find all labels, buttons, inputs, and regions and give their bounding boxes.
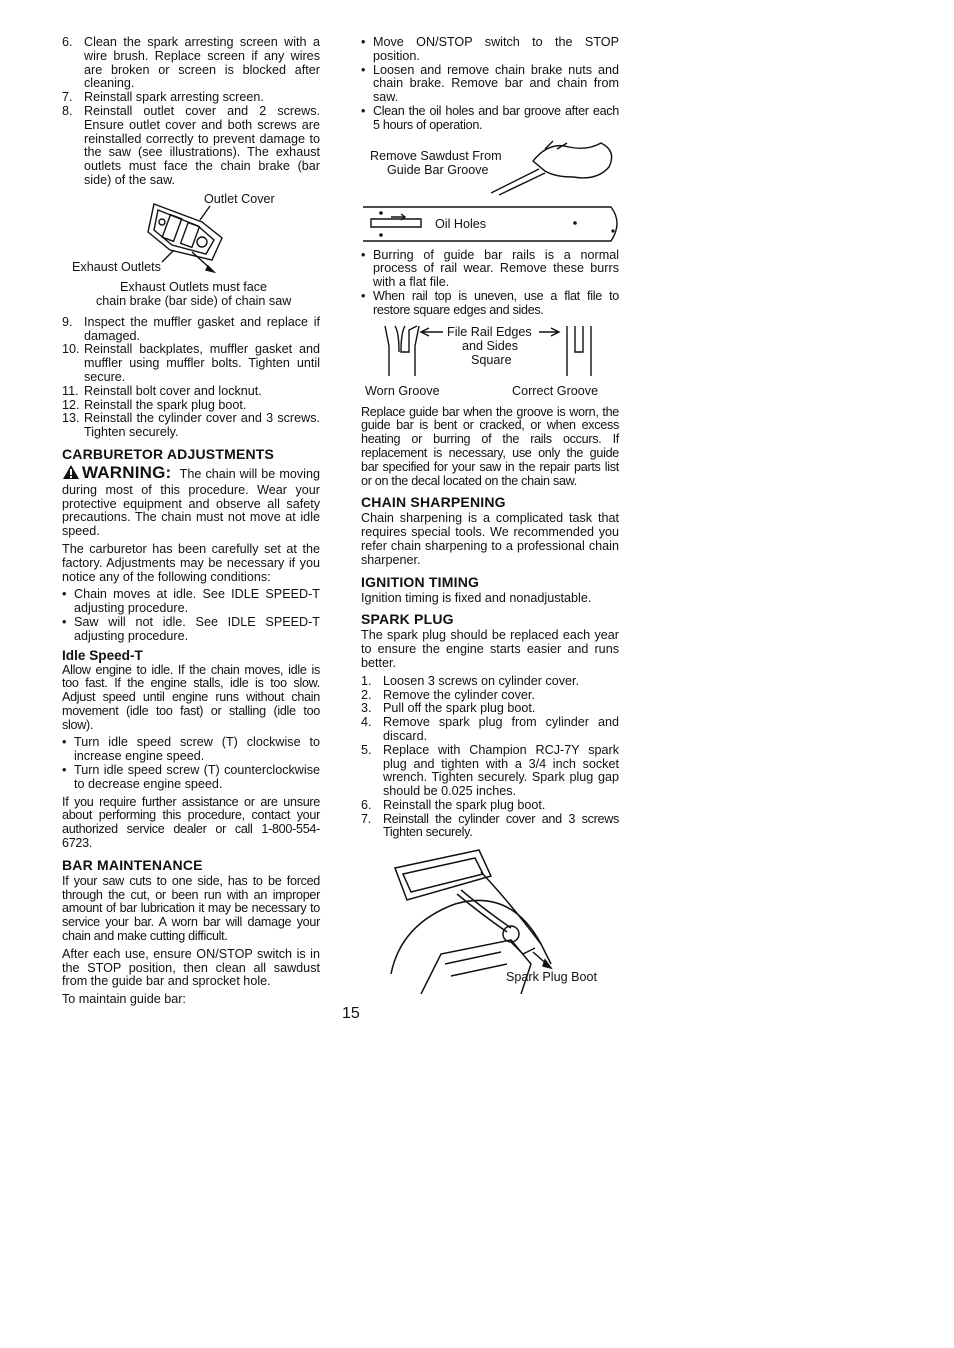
list-item: • Move ON/STOP switch to the STOP position. [361, 36, 619, 64]
list-item: • Loosen and remove chain brake nuts and chain brake. Remove bar and chain from saw. [361, 64, 619, 105]
bar-maintenance-bullets [361, 36, 619, 133]
bar-maintenance-heading: BAR MAINTENANCE [62, 856, 203, 873]
list-item: • Chain moves at idle. See IDLE SPEED-T adjusting procedure. [62, 588, 320, 616]
warning-triangle-icon [62, 464, 80, 484]
chain-sharpening-heading: CHAIN SHARPENING [361, 494, 506, 511]
bar-maintenance-p1: If your saw cuts to one side, has to be forced through the cut, or been run with an improper amount of bar lubrication it may be necessary to service your bar. A worn bar will damage your chain and make cutting difficult. [62, 873, 320, 944]
list-item: • Turn idle speed screw (T) counterclockwise to decrease engine speed. [62, 764, 320, 792]
guide-bar-figure [361, 137, 619, 249]
bar-maintenance-p2: After each use, ensure ON/STOP switch is in the STOP position, then clean all sawdust from the guide bar and sprocket hole. [62, 946, 320, 989]
list-item: • Burring of guide bar rails is a normal process of rail wear. Remove these burrs with a flat file. [361, 249, 619, 290]
file-rail-label-line3: Square [471, 352, 512, 367]
list-item: 7. Reinstall the cylinder cover and 3 screws Tighten securely. [361, 811, 619, 840]
worn-groove-label: Worn Groove [365, 383, 440, 398]
list-item: 5. Replace with Champion RCJ-7Y spark plug and tighten with a 3/4 inch socket wrench. Tighten securely. Spark plug gap should be 0.025 inches. [361, 742, 619, 799]
list-item: • Turn idle speed screw (T) clockwise to increase engine speed. [62, 736, 320, 764]
ignition-timing-heading: IGNITION TIMING [361, 573, 480, 590]
left-column [62, 36, 320, 1011]
groove-figure [361, 322, 619, 406]
spark-plug-figure [361, 844, 619, 994]
ignition-timing-text: Ignition timing is fixed and nonadjustable. [361, 590, 592, 605]
carburetor-heading: CARBURETOR ADJUSTMENTS [62, 445, 275, 462]
chain-sharpening-text: Chain sharpening is a complicated task that requires special tools. We recommended you refer chain sharpening to a professional chain sharpener. [361, 511, 619, 567]
list-item: 11. Reinstall bolt cover and locknut. [62, 383, 262, 398]
list-item: • Saw will not idle. See IDLE SPEED-T adjusting procedure. [62, 616, 320, 644]
list-item: • When rail top is uneven, use a flat file to restore square edges and sides. [361, 290, 619, 318]
list-item: 8. Reinstall outlet cover and 2 screws. Ensure outlet cover and both screws are reinstalled correctly to prevent damage to the saw (see illustrations). The exhaust outlets must face the chain brake (bar side) of the saw. [62, 103, 320, 187]
list-item: 3. Pull off the spark plug boot. [361, 701, 536, 716]
list-item: 10. Reinstall backplates, muffler gasket and muffler using muffler bolts. Tighten until secure. [62, 342, 320, 384]
idle-speed-heading: Idle Speed-T [62, 647, 143, 663]
list-item: 12. Reinstall the spark plug boot. [62, 397, 247, 412]
replace-bar-text: Replace guide bar when the groove is worn, the guide bar is bent or cracked, or when excess heating or burring of the rails occurs. If replacement is necessary, use only the guide bar specified for your saw in the repair parts list or on the decal located on the chain saw. [361, 404, 619, 488]
idle-speed-text: Allow engine to idle. If the chain moves, idle is too fast. If the engine stalls, idle is too slow. Adjust speed until engine runs without chain movement (idle too fast) or stalling (idle too slow). [62, 662, 320, 732]
correct-groove-label: Correct Groove [512, 383, 599, 398]
oil-holes-label: Oil Holes [435, 216, 487, 231]
sawdust-label-line1: Remove Sawdust From [370, 148, 502, 163]
list-item: 9. Inspect the muffler gasket and replace if damaged. [62, 314, 320, 343]
burr-bullets [361, 249, 619, 318]
spark-plug-heading: SPARK PLUG [361, 611, 454, 628]
muffler-caption-line1: Exhaust Outlets must face [120, 279, 267, 294]
spark-plug-steps [361, 675, 619, 841]
muffler-figure [62, 192, 320, 316]
list-item: • Clean the oil holes and bar groove after each 5 hours of operation. [361, 105, 619, 133]
list-item: 2. Remove the cylinder cover. [361, 687, 535, 702]
muffler-caption-line2: chain brake (bar side) of chain saw [96, 293, 292, 308]
file-rail-label-line2: and Sides [462, 338, 519, 353]
idle-speed-bullets [62, 736, 320, 791]
list-item: 6. Reinstall the spark plug boot. [361, 797, 546, 812]
bar-maintenance-p3: To maintain guide bar: [62, 992, 186, 1007]
muffler-steps-b [62, 316, 320, 440]
page-number: 15 [342, 1005, 360, 1022]
muffler-steps-a [62, 36, 320, 188]
warning-text: The chain will be moving during most of this procedure. Wear your protective equipment and observe all safety precautions. The chain must not move at idle speed. [62, 466, 320, 539]
spark-plug-intro: The spark plug should be replaced each year to ensure the engine starts easier and runs better. [361, 628, 619, 670]
carburetor-intro: The carburetor has been carefully set at the factory. Adjustments may be necessary if you notice any of the following conditions: [62, 541, 320, 584]
right-column [361, 36, 619, 994]
file-rail-label-line1: File Rail Edges [447, 324, 532, 339]
list-item: 1. Loosen 3 screws on cylinder cover. [361, 673, 580, 688]
list-item: 7. Reinstall spark arresting screen. [62, 90, 264, 105]
sawdust-label-line2: Guide Bar Groove [387, 162, 489, 177]
warning-label: WARNING: [82, 462, 172, 482]
warning-paragraph [62, 464, 320, 539]
outlet-cover-label: Outlet Cover [204, 191, 275, 206]
exhaust-outlets-label: Exhaust Outlets [72, 259, 161, 274]
assistance-text: If you require further assistance or are unsure about performing this procedure, contact your authorized service dealer or call 1-800-554-6723. [62, 794, 320, 851]
spark-plug-boot-label: Spark Plug Boot [506, 970, 598, 985]
list-item: 13. Reinstall the cylinder cover and 3 screws. Tighten securely. [62, 411, 320, 440]
list-item: 6. Clean the spark arresting screen with a wire brush. Replace screen if any wires are broken or screen is blocked after cleaning. [62, 35, 320, 91]
carburetor-conditions [62, 588, 320, 643]
list-item: 4. Remove spark plug from cylinder and discard. [361, 715, 619, 743]
